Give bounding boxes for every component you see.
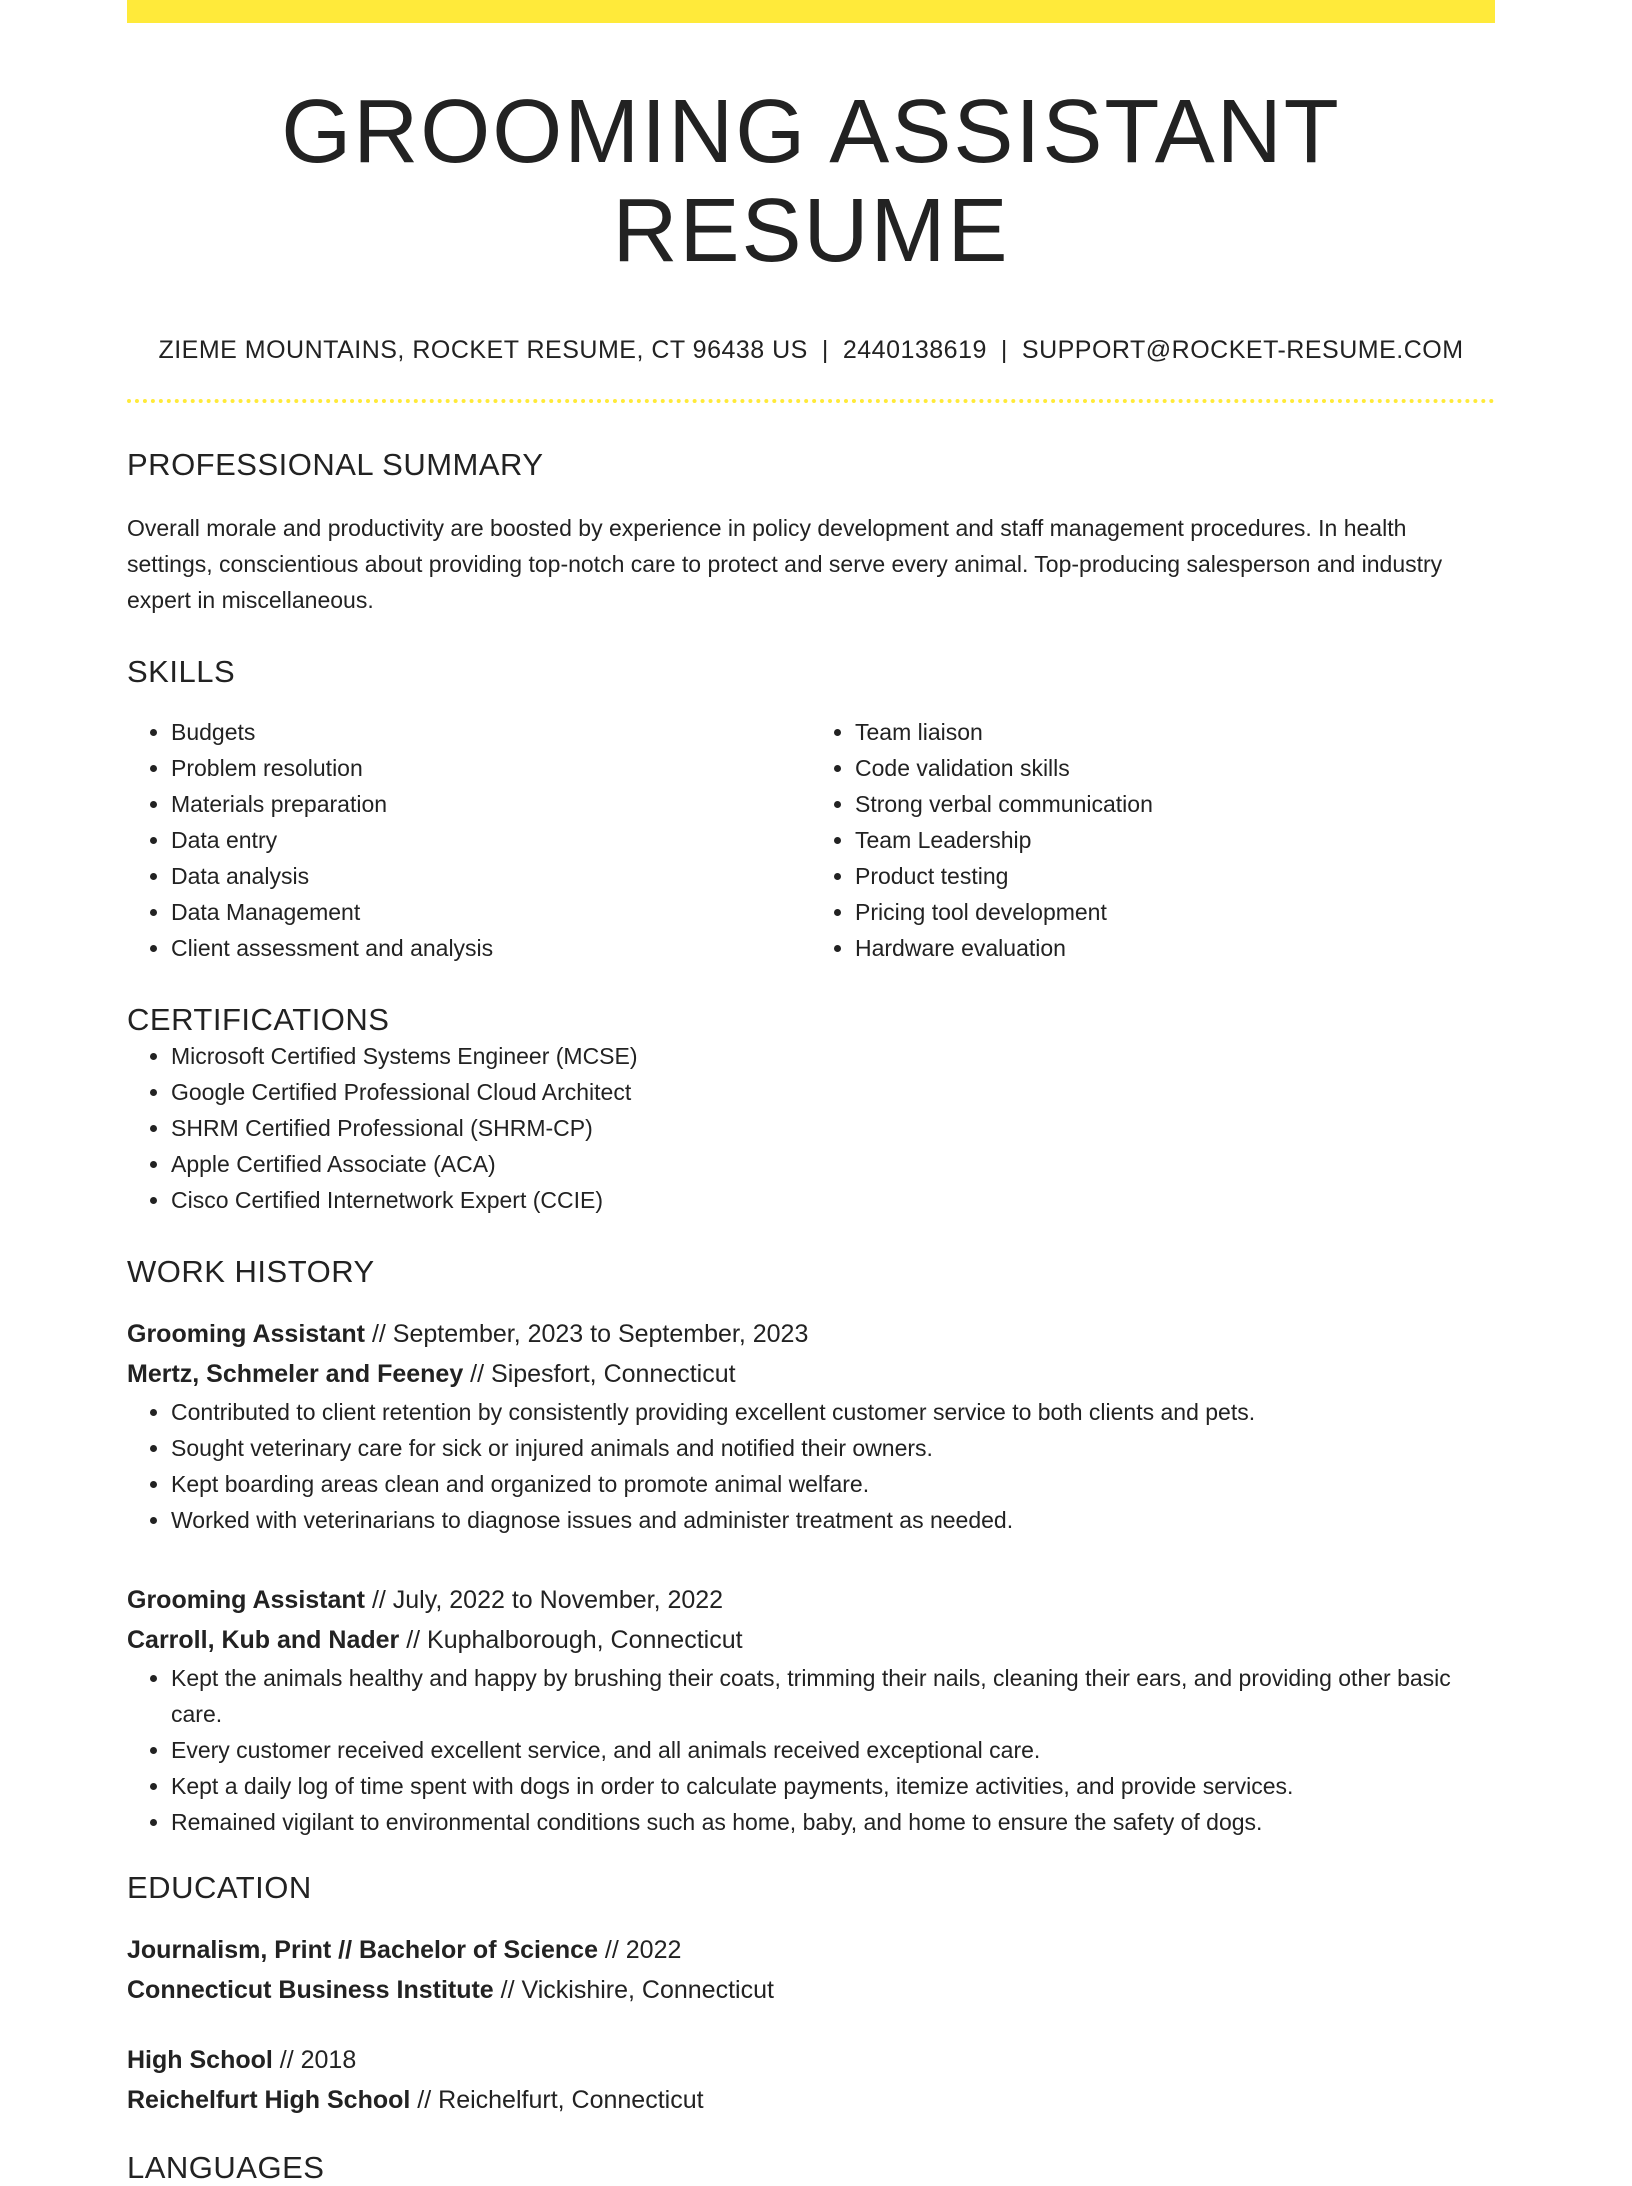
education-entry (127, 2040, 1495, 2120)
job-duties-list (127, 1394, 1495, 1538)
education-location: // Vickishire, Connecticut (493, 1976, 774, 2004)
education-school-line (127, 2080, 1495, 2120)
certifications-list (127, 1038, 1495, 1218)
education-year: // 2022 (597, 1936, 682, 1964)
job-dates: // September, 2023 to September, 2023 (365, 1320, 809, 1348)
job-title-line (127, 1314, 1495, 1354)
job-duties-list (127, 1660, 1495, 1840)
job-role: Grooming Assistant (127, 1586, 365, 1614)
languages-heading: LANGUAGES (127, 2150, 325, 2185)
certification-item: • Apple Certified Associate (ACA) (171, 1146, 1495, 1182)
skills-columns (127, 714, 1495, 966)
education-heading: EDUCATION (127, 1870, 312, 1905)
skill-item: • Hardware evaluation (855, 930, 1495, 966)
job-duty: • Sought veterinary care for sick or injured animals and notified their owners. (171, 1430, 1495, 1466)
skills-list-right (811, 714, 1495, 966)
skill-item: • Client assessment and analysis (171, 930, 811, 966)
work-history-heading: WORK HISTORY (127, 1254, 375, 1289)
summary-heading: PROFESSIONAL SUMMARY (127, 447, 544, 482)
contact-address: ZIEME MOUNTAINS, ROCKET RESUME, CT 96438 US (158, 336, 808, 364)
skill-item: • Budgets (171, 714, 811, 750)
education-degree-line (127, 2040, 1495, 2080)
certification-item: • SHRM Certified Professional (SHRM-CP) (171, 1110, 1495, 1146)
certification-item: • Cisco Certified Internetwork Expert (CCIE) (171, 1182, 1495, 1218)
education-degree: Journalism, Print // Bachelor of Science (127, 1936, 598, 1964)
contact-phone: 2440138619 (842, 336, 987, 364)
contact-separator: | (821, 336, 829, 364)
contact-separator: | (1000, 336, 1008, 364)
job-entry (127, 1314, 1495, 1538)
contact-line (127, 336, 1495, 365)
job-duty: • Kept the animals healthy and happy by brushing their coats, trimming their nails, cleaning their ears, and providing other basic care. (171, 1660, 1495, 1732)
skill-item: • Code validation skills (855, 750, 1495, 786)
certification-item: • Google Certified Professional Cloud Architect (171, 1074, 1495, 1110)
contact-email: SUPPORT@ROCKET-RESUME.COM (1021, 336, 1464, 364)
skill-item: • Team liaison (855, 714, 1495, 750)
skill-item: • Data Management (171, 894, 811, 930)
skills-heading: SKILLS (127, 654, 236, 689)
job-location: // Kuphalborough, Connecticut (399, 1626, 743, 1654)
job-entry (127, 1580, 1495, 1840)
job-duty: • Every customer received excellent service, and all animals received exceptional care. (171, 1732, 1495, 1768)
job-dates: // July, 2022 to November, 2022 (365, 1586, 724, 1614)
job-duty: • Remained vigilant to environmental conditions such as home, baby, and home to ensure the safety of dogs. (171, 1804, 1495, 1840)
education-school: Reichelfurt High School (127, 2086, 411, 2114)
education-location: // Reichelfurt, Connecticut (410, 2086, 704, 2114)
education-school: Connecticut Business Institute (127, 1976, 494, 2004)
skill-item: • Product testing (855, 858, 1495, 894)
job-duty: • Contributed to client retention by consistently providing excellent customer service to both clients and pets. (171, 1394, 1495, 1430)
skill-item: • Problem resolution (171, 750, 811, 786)
certifications-heading: CERTIFICATIONS (127, 1002, 390, 1037)
education-degree: High School (127, 2046, 273, 2074)
skills-column-left (127, 714, 811, 966)
resume-content (127, 23, 1495, 2186)
job-title-line (127, 1580, 1495, 1620)
skill-item: • Materials preparation (171, 786, 811, 822)
dotted-divider (127, 399, 1495, 403)
job-company-line (127, 1354, 1495, 1394)
job-company-line (127, 1620, 1495, 1660)
education-school-line (127, 1970, 1495, 2010)
job-company: Mertz, Schmeler and Feeney (127, 1360, 464, 1388)
job-location: // Sipesfort, Connecticut (463, 1360, 736, 1388)
job-duty: • Worked with veterinarians to diagnose issues and administer treatment as needed. (171, 1502, 1495, 1538)
job-duty: • Kept boarding areas clean and organized to promote animal welfare. (171, 1466, 1495, 1502)
job-company: Carroll, Kub and Nader (127, 1626, 400, 1654)
skill-item: • Data entry (171, 822, 811, 858)
skill-item: • Data analysis (171, 858, 811, 894)
skills-list-left (127, 714, 811, 966)
job-duty: • Kept a daily log of time spent with dogs in order to calculate payments, itemize activities, and provide services. (171, 1768, 1495, 1804)
skill-item: • Pricing tool development (855, 894, 1495, 930)
education-degree-line (127, 1930, 1495, 1970)
skill-item: • Team Leadership (855, 822, 1495, 858)
education-entry (127, 1930, 1495, 2010)
education-year: // 2018 (272, 2046, 357, 2074)
accent-bar (127, 0, 1495, 23)
job-role: Grooming Assistant (127, 1320, 365, 1348)
skills-column-right (811, 714, 1495, 966)
certification-item: • Microsoft Certified Systems Engineer (MCSE) (171, 1038, 1495, 1074)
summary-text: Overall morale and productivity are boosted by experience in policy development and staff management procedures. In health settings, conscientious about providing top-notch care to protect and serve every animal. Top-producing salesperson and industry expert in miscellaneous. (127, 515, 1443, 613)
resume-title: GROOMING ASSISTANT RESUME (281, 82, 1341, 281)
skill-item: • Strong verbal communication (855, 786, 1495, 822)
